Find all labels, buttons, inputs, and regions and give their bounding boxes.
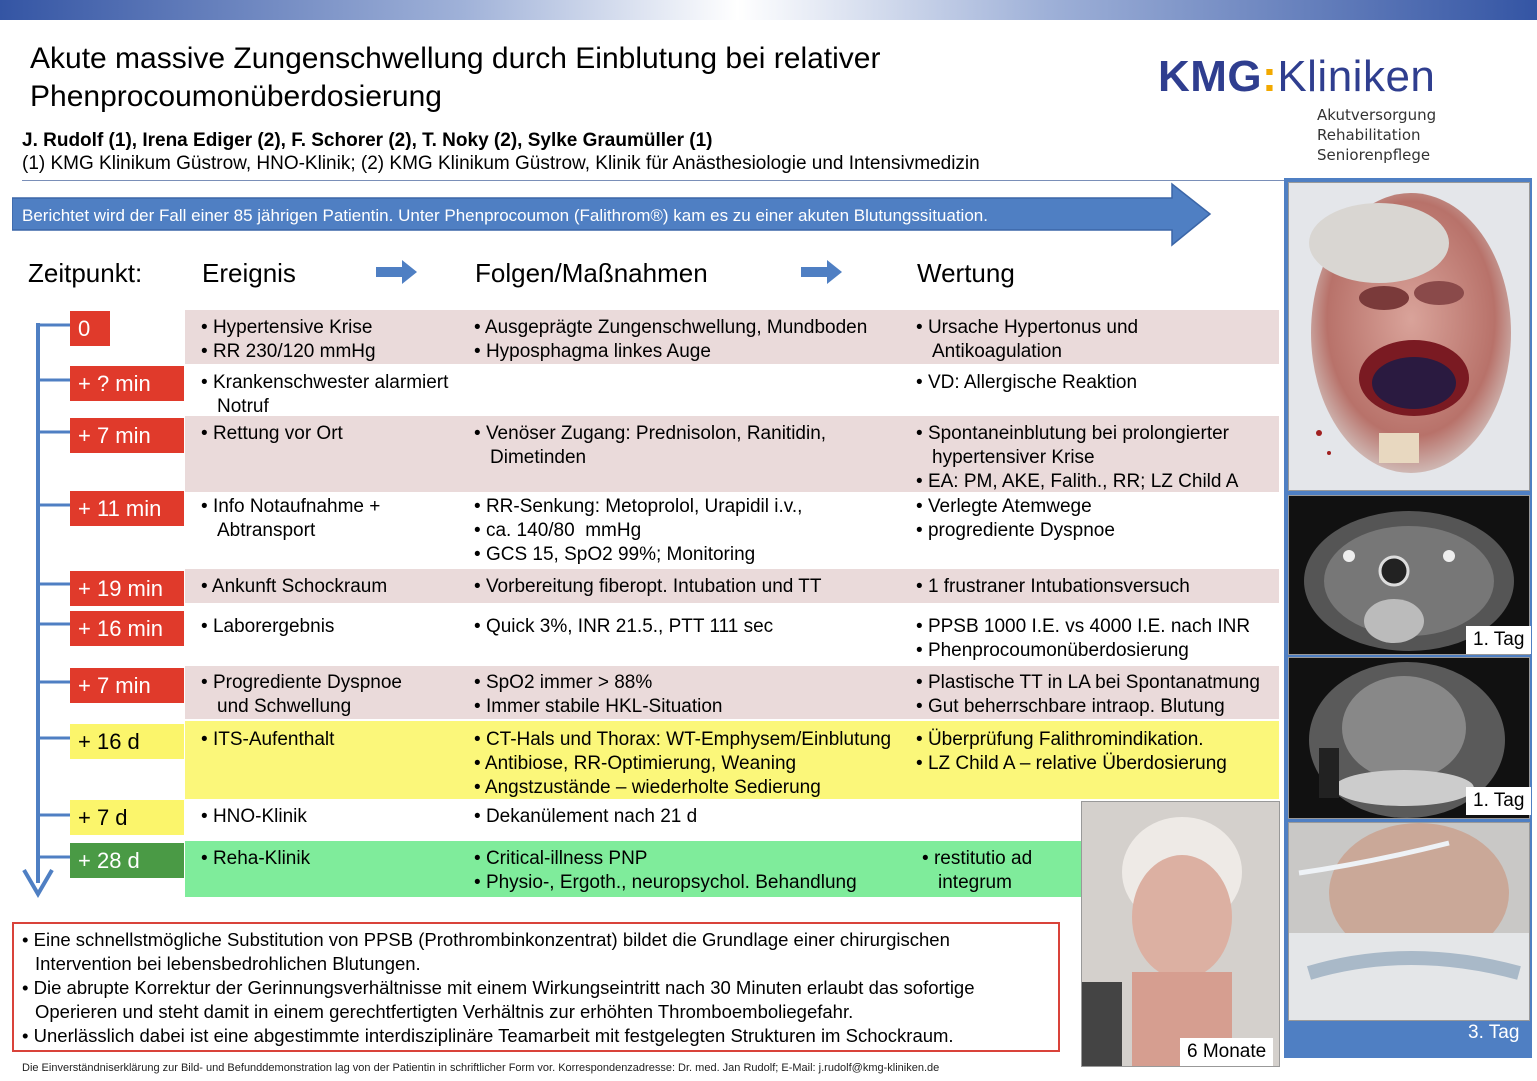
affiliations: (1) KMG Klinikum Güstrow, HNO-Klinik; (2) KMG Klinikum Güstrow, Klinik für Anästhesiologie und Intensivmedizin [22, 153, 980, 174]
footer-note: Die Einverständniserklärung zur Bild- und Befunddemonstration lag von der Patientin in schriftlicher Form vor. Korrespondenzadresse: Dr. med. Jan Rudolf; E-Mail: j.rudolf@kmg-kliniken.de [22, 1062, 940, 1074]
ereignis-5-item: • Laborergebnis [201, 616, 335, 637]
ereignis-7-item: • ITS-Aufenthalt [201, 729, 335, 750]
wertung-5 [916, 615, 1276, 663]
time-badge-0: 0 [70, 311, 110, 346]
time-badge-3: + 11 min [70, 491, 184, 526]
ereignis-2-item: • Rettung vor Ort [201, 423, 343, 444]
header-ereignis: Ereignis [202, 258, 296, 288]
time-badge-5: + 16 min [70, 611, 184, 646]
wertung-7 [916, 728, 1276, 776]
time-badge-7: + 16 d [70, 724, 184, 759]
ereignis-7 [201, 728, 469, 752]
folgen-7-item: • Angstzustände – wiederholte Sedierung [474, 777, 821, 798]
ereignis-0-item: • Hypertensive Krise [201, 317, 373, 338]
folgen-9 [474, 847, 924, 895]
time-badge-2: + 7 min [70, 418, 184, 453]
logo-sub-1: Akutversorgung [1317, 106, 1437, 124]
wertung-3 [916, 495, 1276, 543]
patient-photo-day0 [1288, 182, 1530, 491]
wertung-2-item: • Spontaneinblutung bei prolongierter hypertensiver Krise [916, 423, 1229, 468]
poster-title: Akute massive Zungenschwellung durch Einblutung bei relativer Phenprocoumonüberdosierung [30, 42, 881, 113]
label-6-months: 6 Monate [1180, 1038, 1273, 1066]
folgen-3-item: • GCS 15, SpO2 99%; Monitoring [474, 544, 756, 565]
logo-sub-3: Seniorenpflege [1317, 146, 1431, 164]
patient-photo-6-months [1081, 801, 1280, 1067]
top-gradient-bar [0, 0, 1537, 20]
folgen-9-item: • Critical-illness PNP [474, 848, 648, 869]
wertung-1-item: • VD: Allergische Reaktion [916, 372, 1138, 393]
wertung-7-item: • LZ Child A – relative Überdosierung [916, 753, 1227, 774]
time-badge-8: + 7 d [70, 800, 184, 835]
ereignis-4-item: • Ankunft Schockraum [201, 576, 388, 597]
folgen-4-item: • Vorbereitung fiberopt. Intubation und TT [474, 576, 822, 597]
wertung-1 [916, 371, 1276, 395]
wertung-9-item: • restitutio ad integrum [922, 848, 1033, 893]
wertung-2 [916, 422, 1266, 494]
folgen-7 [474, 728, 924, 800]
header-zeitpunkt: Zeitpunkt: [28, 258, 143, 288]
ereignis-1 [201, 371, 473, 419]
ereignis-9-item: • Reha-Klinik [201, 848, 311, 869]
wertung-5-item: • Phenprocoumonüberdosierung [916, 640, 1189, 661]
banner-text: Berichtet wird der Fall einer 85 jährigen Patientin. Unter Phenprocoumon (Falithrom®) kam es zu einer akuten Blutungssituation. [22, 206, 988, 225]
wertung-6-item: • Plastische TT in LA bei Spontanatmung [916, 672, 1260, 693]
logo-sub-2: Rehabilitation [1317, 126, 1421, 144]
folgen-9-item: • Physio-, Ergoth., neuropsychol. Behandlung [474, 872, 857, 893]
ereignis-6 [201, 671, 431, 719]
folgen-5 [474, 615, 914, 639]
wertung-7-item: • Überprüfung Falithromindikation. [916, 729, 1204, 750]
wertung-6-item: • Gut beherrschbare intraop. Blutung [916, 696, 1225, 717]
wertung-3-item: • progrediente Dyspnoe [916, 520, 1115, 541]
time-badge-4: + 19 min [70, 571, 184, 606]
conclusion-item: • Die abrupte Korrektur der Gerinnungsverhältnisse mit einem Wirkungseintritt nach 30 Minuten erlaubt das sofortige Operieren und steht damit in einem gerechtfertigten Verhältnis zur erhöhten Thromboemboliegefahr. [22, 977, 975, 1022]
label-ct2: 1. Tag [1466, 787, 1531, 815]
header-folgen: Folgen/Maßnahmen [475, 258, 708, 288]
folgen-0 [474, 316, 914, 364]
folgen-6-item: • Immer stabile HKL-Situation [474, 696, 723, 717]
folgen-6 [474, 671, 914, 719]
patient-photo-day3 [1288, 822, 1530, 1021]
wertung-3-item: • Verlegte Atemwege [916, 496, 1092, 517]
divider [22, 180, 1284, 181]
ereignis-5 [201, 615, 469, 639]
logo-colon: : [1262, 52, 1278, 101]
wertung-5-item: • PPSB 1000 I.E. vs 4000 I.E. nach INR [916, 616, 1251, 637]
time-badge-1: + ? min [70, 366, 184, 401]
conclusions-box [12, 922, 1060, 1052]
wertung-2-item: • EA: PM, AKE, Falith., RR; LZ Child A [916, 471, 1239, 492]
time-badge-6: + 7 min [70, 668, 184, 703]
logo-kliniken: Kliniken [1277, 52, 1436, 101]
conclusion-item: • Unerlässlich dabei ist eine abgestimmte interdisziplinäre Teamarbeit mit festgelegten Strukturen im Schockraum. [22, 1025, 954, 1046]
folgen-2 [474, 422, 874, 470]
ereignis-1-item: • Krankenschwester alarmiert Notruf [201, 372, 449, 417]
arrow-right-icon [376, 260, 418, 284]
wertung-0 [916, 316, 1176, 364]
conclusion-item: • Eine schnellstmögliche Substitution von PPSB (Prothrombinkonzentrat) bildet die Grundlage einer chirurgischen Intervention bei lebensbedrohlichen Blutungen. [22, 929, 950, 974]
wertung-6 [916, 671, 1288, 719]
logo-subtitle [1317, 105, 1436, 165]
wertung-9 [922, 847, 1072, 895]
time-badge-9: + 28 d [70, 843, 184, 878]
label-day3: 3. Tag [1468, 1022, 1520, 1043]
logo-kmg: KMG [1158, 52, 1263, 101]
ereignis-3 [201, 495, 421, 543]
folgen-0-item: • Ausgeprägte Zungenschwellung, Mundboden [474, 317, 868, 338]
folgen-8 [474, 805, 914, 829]
folgen-3 [474, 495, 914, 567]
folgen-7-item: • Antibiose, RR-Optimierung, Weaning [474, 753, 797, 774]
ereignis-4 [201, 575, 469, 599]
folgen-8-item: • Dekanülement nach 21 d [474, 806, 698, 827]
folgen-3-item: • RR-Senkung: Metoprolol, Urapidil i.v., [474, 496, 803, 517]
folgen-7-item: • CT-Hals und Thorax: WT-Emphysem/Einblutung [474, 729, 892, 750]
label-ct1: 1. Tag [1466, 626, 1531, 654]
folgen-6-item: • SpO2 immer > 88% [474, 672, 653, 693]
kmg-logo [1158, 52, 1435, 102]
folgen-5-item: • Quick 3%, INR 21.5., PTT 111 sec [474, 616, 774, 637]
arrow-right-icon [801, 260, 843, 284]
ereignis-6-item: • Progrediente Dyspnoe und Schwellung [201, 672, 403, 717]
folgen-4 [474, 575, 914, 599]
ereignis-9 [201, 847, 469, 871]
ereignis-0 [201, 316, 469, 364]
wertung-4-item: • 1 frustraner Intubationsversuch [916, 576, 1190, 597]
wertung-0-item: • Ursache Hypertonus und Antikoagulation [916, 317, 1139, 362]
ereignis-2 [201, 422, 469, 446]
ereignis-8-item: • HNO-Klinik [201, 806, 307, 827]
folgen-0-item: • Hyposphagma linkes Auge [474, 341, 711, 362]
wertung-4 [916, 575, 1276, 599]
header-wertung: Wertung [917, 258, 1015, 288]
authors: J. Rudolf (1), Irena Ediger (2), F. Schorer (2), T. Noky (2), Sylke Graumüller (1) [22, 130, 713, 151]
ereignis-0-item: • RR 230/120 mmHg [201, 341, 376, 362]
ereignis-3-item: • Info Notaufnahme + Abtransport [201, 496, 381, 541]
folgen-3-item: • ca. 140/80 mmHg [474, 520, 642, 541]
folgen-2-item: • Venöser Zugang: Prednisolon, Ranitidin, Dimetinden [474, 423, 827, 468]
ereignis-8 [201, 805, 469, 829]
